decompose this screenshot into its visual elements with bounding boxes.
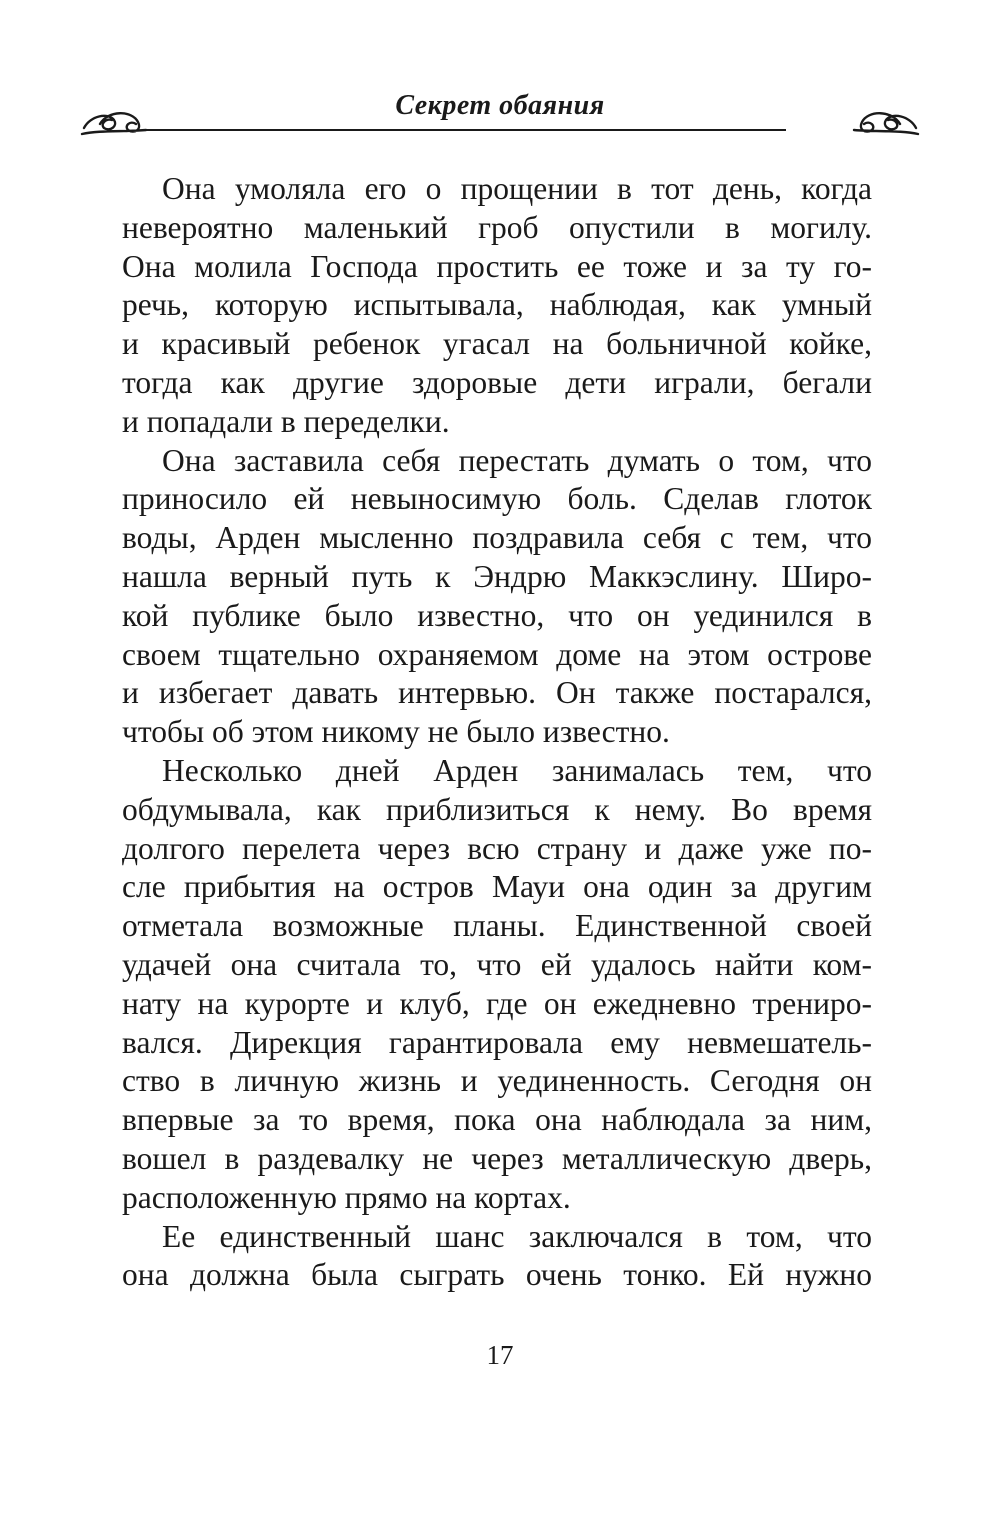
text-line: и красивый ребенок угасал на больничной койке, — [122, 326, 872, 362]
paragraph-4 — [82, 1218, 872, 1296]
running-head — [80, 78, 920, 158]
text-line: обдумывала, как приблизиться к нему. Во время — [122, 791, 872, 827]
text-line: ство в личную жизнь и уединенность. Сегодня он — [122, 1063, 872, 1099]
text-line: удачей она считала то, что ей удалось найти ком- — [122, 946, 872, 982]
text-line: она должна была сыграть очень тонко. Ей нужно — [122, 1257, 872, 1293]
page-number: 17 — [486, 1340, 514, 1370]
text-line: и попадали в переделки. — [122, 403, 450, 439]
text-line: Она молила Господа простить ее тоже и за ту го- — [122, 248, 872, 284]
text-line: Несколько дней Арден занималась тем, что — [162, 752, 872, 788]
body-text — [82, 170, 872, 1295]
text-line: невероятно маленький гроб опустили в могилу. — [122, 209, 872, 245]
text-line: кой публике было известно, что он уединился в — [122, 597, 872, 633]
text-line: вался. Дирекция гарантировала ему невмешатель- — [122, 1024, 872, 1060]
text-line: Она заставила себя перестать думать о том, что — [162, 442, 872, 478]
text-line: нату на курорте и клуб, где он ежедневно трениро- — [122, 985, 872, 1021]
text-line: отметала возможные планы. Единственной своей — [122, 908, 872, 944]
text-line: и избегает давать интервью. Он также постарался, — [122, 675, 872, 711]
text-line: речь, которую испытывала, наблюдая, как умный — [122, 287, 872, 323]
text-line: расположенную прямо на кортах. — [122, 1179, 571, 1215]
text-line: воды, Арден мысленно поздравила себя с тем, что — [122, 520, 872, 556]
paragraph-3 — [82, 752, 872, 1218]
text-line: чтобы об этом никому не было известно. — [122, 714, 670, 750]
text-line: тогда как другие здоровые дети играли, бегали — [122, 364, 872, 400]
paragraph-2 — [82, 442, 872, 752]
text-line: своем тщательно охраняемом доме на этом острове — [122, 636, 872, 672]
text-line: сле прибытия на остров Мауи она один за другим — [122, 869, 872, 905]
text-line: приносило ей невыносимую боль. Сделав глоток — [122, 481, 872, 517]
running-head-title: Секрет обаяния — [395, 90, 605, 121]
text-line: нашла верный путь к Эндрю Маккэслину. Широ- — [122, 558, 872, 594]
text-line: вошел в раздевалку не через металлическую дверь, — [122, 1140, 872, 1176]
text-line: Ее единственный шанс заключался в том, что — [162, 1218, 872, 1254]
paragraph-1 — [82, 170, 872, 442]
text-line: долгого перелета через всю страну и даже уже по- — [122, 830, 872, 866]
text-line: Она умоляла его о прощении в тот день, когда — [162, 171, 872, 206]
text-line: впервые за то время, пока она наблюдала за ним, — [122, 1102, 872, 1138]
